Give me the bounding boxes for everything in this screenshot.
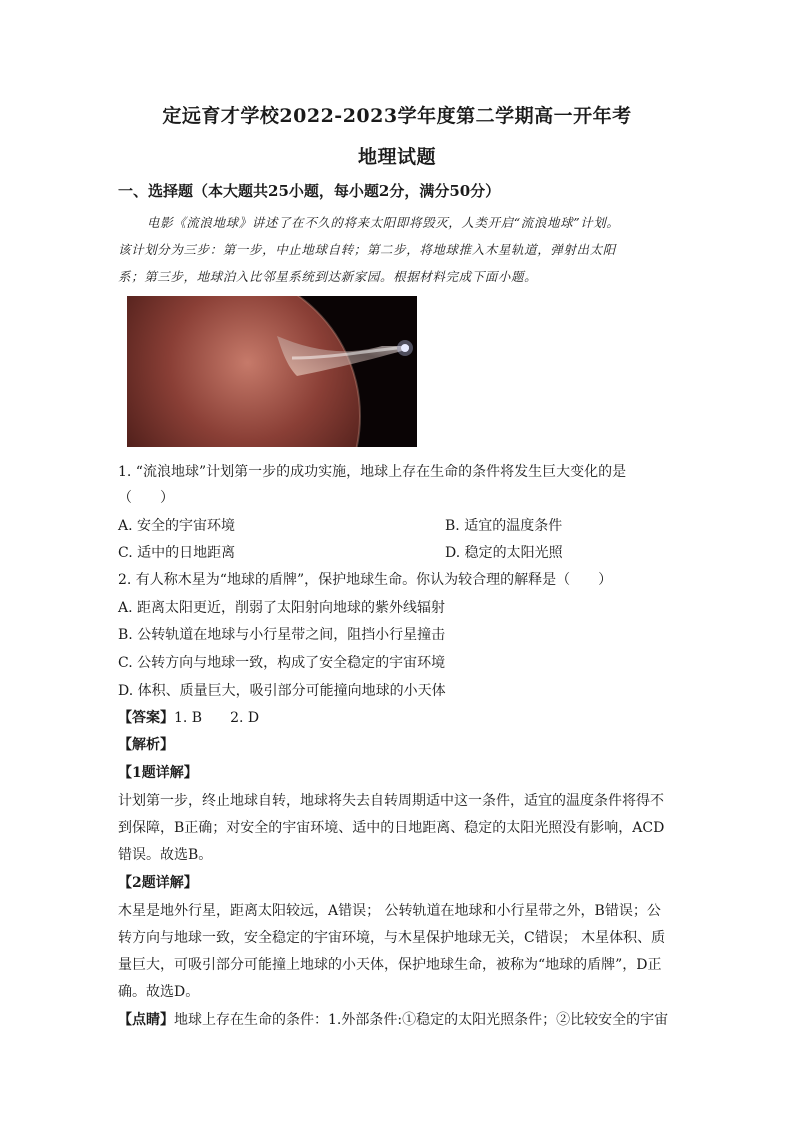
- q1-option-a: A. 安全的宇宙环境: [118, 518, 236, 534]
- q2-option-a: A. 距离太阳更近，削弱了太阳射向地球的紫外线辐射: [118, 600, 446, 616]
- intro-line: 电影《流浪地球》讲述了在不久的将来太阳即将毁灭，人类开启“流浪地球”计划。: [147, 215, 620, 230]
- q1-option-b: B. 适宜的温度条件: [445, 518, 563, 534]
- detail2-label: 【2题详解】: [118, 875, 198, 891]
- answer-text: 1. B 2. D: [174, 710, 260, 726]
- q2-option-c: C. 公转方向与地球一致，构成了安全稳定的宇宙环境: [118, 655, 446, 671]
- q2-option-d: D. 体积、质量巨大，吸引部分可能撞向地球的小天体: [118, 683, 446, 699]
- exam-title: 定远育才学校2022-2023学年度第二学期高一开年考: [162, 105, 632, 127]
- detail2-line: 确。故选D。: [118, 984, 200, 1000]
- intro-line: 该计划分为三步：第一步，中止地球自转；第二步，将地球推入木星轨道，弹射出太阳: [118, 242, 616, 257]
- section-heading: 一、选择题（本大题共25小题，每小题2分，满分50分）: [118, 182, 501, 200]
- answer-row: [118, 707, 259, 727]
- point-label: 【点睛】: [118, 1012, 174, 1028]
- detail2-line: 木星是地外行星，距离太阳较远，A错误； 公转轨道在地球和小行星带之外，B错误；公: [118, 903, 661, 919]
- q1-blank: （ ）: [118, 490, 174, 506]
- wandering-earth-image: [127, 296, 417, 447]
- q2-stem: 2. 有人称木星为“地球的盾牌”，保护地球生命。你认为较合理的解释是（ ）: [118, 572, 613, 588]
- q2-option-b: B. 公转轨道在地球与小行星带之间，阻挡小行星撞击: [118, 627, 446, 643]
- q1-option-d: D. 稳定的太阳光照: [445, 545, 563, 561]
- q1-option-c: C. 适中的日地距离: [118, 545, 236, 561]
- intro-line: 系；第三步，地球泊入比邻星系统到达新家园。根据材料完成下面小题。: [118, 269, 538, 284]
- q1-stem: 1. “流浪地球”计划第一步的成功实施，地球上存在生命的条件将发生巨大变化的是: [118, 464, 627, 480]
- point-text: 地球上存在生命的条件：1.外部条件:①稳定的太阳光照条件；②比较安全的宇宙: [174, 1012, 669, 1028]
- detail2-line: 转方向与地球一致，安全稳定的宇宙环境，与木星保护地球无关，C错误； 木星体积、质: [118, 930, 666, 946]
- detail1-line: 计划第一步，终止地球自转，地球将失去自转周期适中这一条件，适宜的温度条件将得不: [118, 793, 664, 809]
- exam-subtitle: 地理试题: [357, 146, 436, 168]
- analysis-label: 【解析】: [118, 737, 174, 753]
- point-row: [118, 1009, 668, 1029]
- detail1-label: 【1题详解】: [118, 765, 198, 781]
- planet-illustration: [127, 296, 417, 447]
- detail2-line: 量巨大，可吸引部分可能撞上地球的小天体，保护地球生命，被称为“地球的盾牌”，D正: [118, 957, 662, 973]
- answer-label: 【答案】: [118, 710, 174, 726]
- detail1-line: 错误。故选B。: [118, 847, 213, 863]
- detail1-line: 到保障，B正确；对安全的宇宙环境、适中的日地距离、稳定的太阳光照没有影响，ACD: [118, 820, 665, 836]
